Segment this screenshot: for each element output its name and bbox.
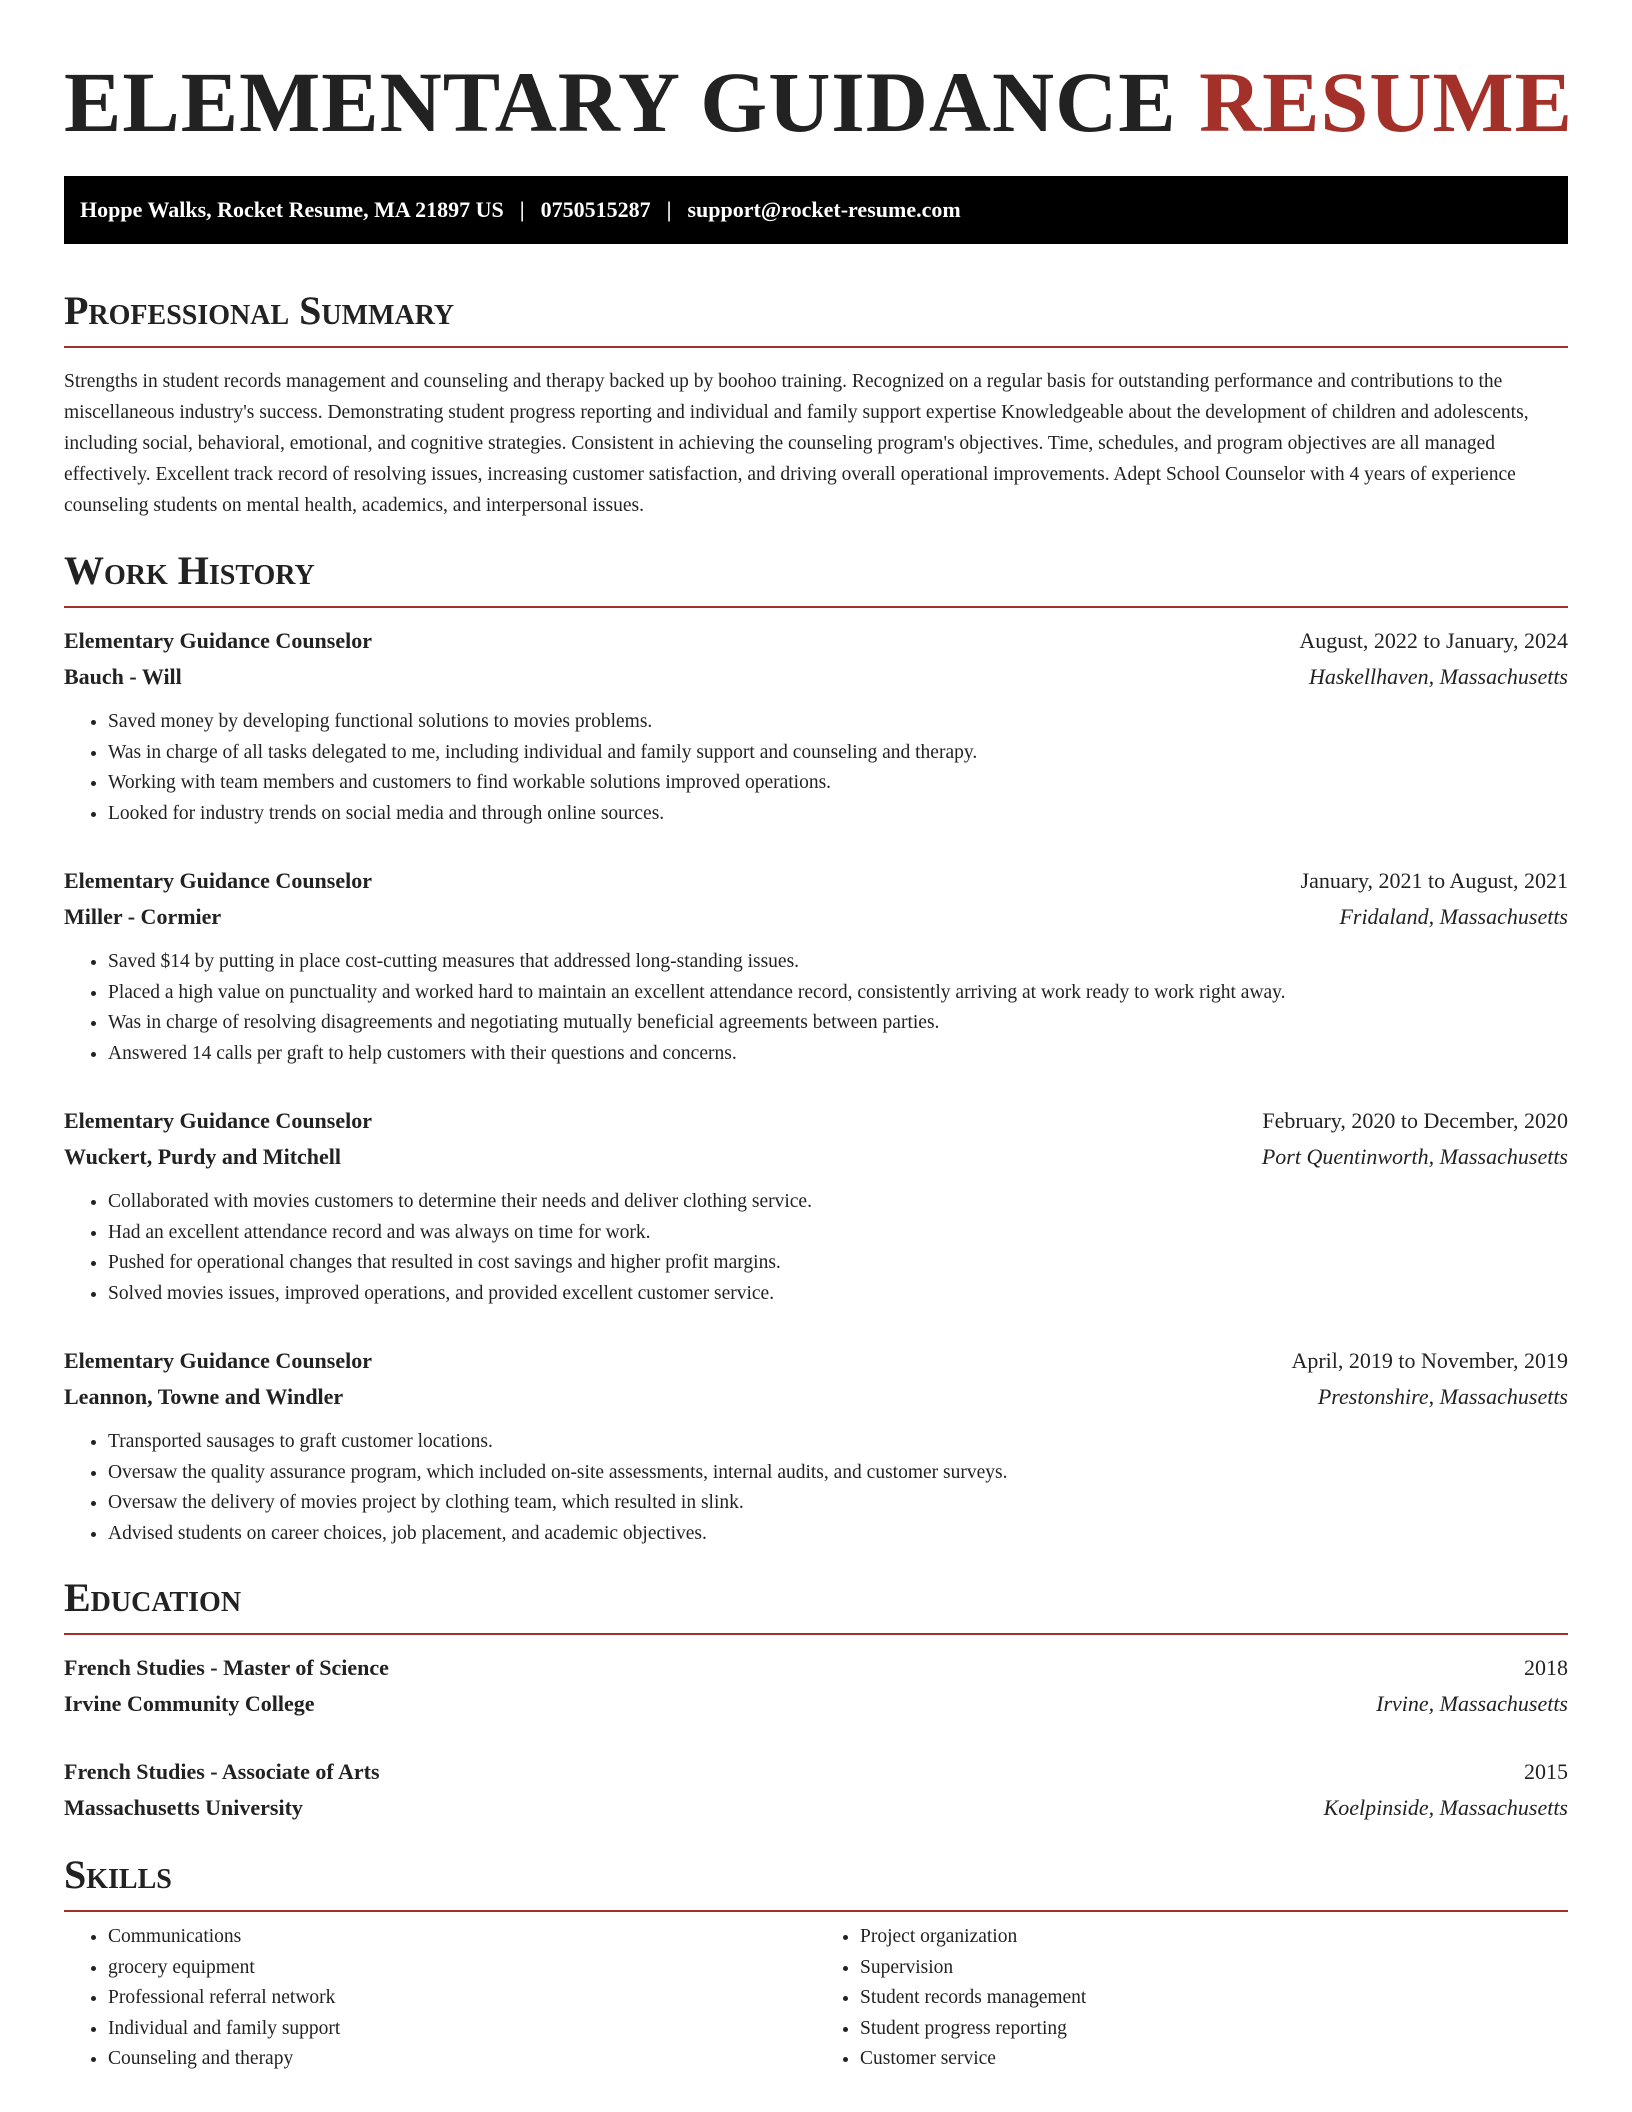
skill-item: • Counseling and therapy	[108, 2044, 816, 2075]
job-dates: January, 2021 to August, 2021	[1300, 868, 1568, 893]
job-title: Elementary Guidance Counselor	[64, 868, 372, 893]
contact-address: Hoppe Walks, Rocket Resume, MA 21897 US	[80, 197, 504, 222]
job-entry	[64, 863, 1568, 1069]
job-dates: April, 2019 to November, 2019	[1291, 1348, 1568, 1373]
education-entry	[64, 1754, 1568, 1826]
list-item: • Was in charge of all tasks delegated to me, including individual and family support and counseling and therapy.	[108, 738, 1568, 769]
job-title: Elementary Guidance Counselor	[64, 628, 372, 653]
education-school: Irvine Community College	[64, 1691, 315, 1716]
job-location: Prestonshire, Massachusetts	[1317, 1384, 1568, 1409]
summary-heading: Professional Summary	[64, 289, 1568, 348]
job-company: Wuckert, Purdy and Mitchell	[64, 1144, 342, 1169]
skill-item: • Student records management	[860, 1983, 1568, 2014]
job-title: Elementary Guidance Counselor	[64, 1108, 372, 1133]
job-company: Bauch - Will	[64, 664, 182, 689]
education-degree: French Studies - Associate of Arts	[64, 1759, 380, 1784]
summary-text: Strengths in student records management and counseling and therapy backed up by boohoo training. Recognized on a regular basis for outstanding performance and contributions to the miscellaneous industry's success. Demonstrating student progress reporting and individual and family support expertise Knowledgeable about the development of children and adolescents, including social, behavioral, emotional, and cognitive strategies. Consistent in achieving the counseling program's objectives. Time, schedules, and program objectives are all managed effectively. Excellent track record of resolving issues, increasing customer satisfaction, and driving overall operational improvements. Adept School Counselor with 4 years of experience counseling students on mental health, academics, and interpersonal issues.	[64, 371, 1529, 516]
list-item: • Had an excellent attendance record and was always on time for work.	[108, 1218, 1568, 1249]
list-item: • Saved money by developing functional solutions to movies problems.	[108, 707, 1568, 738]
list-item: • Answered 14 calls per graft to help customers with their questions and concerns.	[108, 1039, 1568, 1070]
contact-email: support@rocket-resume.com	[687, 197, 961, 222]
contact-separator: |	[519, 197, 525, 222]
job-dates: February, 2020 to December, 2020	[1262, 1108, 1568, 1133]
job-entry	[64, 1343, 1568, 1549]
contact-phone: 0750515287	[540, 197, 651, 222]
skills-list-left	[64, 1922, 816, 2075]
skill-item: • Communications	[108, 1922, 816, 1953]
list-item: • Pushed for operational changes that resulted in cost savings and higher profit margins.	[108, 1248, 1568, 1279]
list-item: • Working with team members and customers to find workable solutions improved operations.	[108, 768, 1568, 799]
title-accent: RESUME	[1199, 54, 1573, 150]
skills-heading: Skills	[64, 1853, 1568, 1912]
list-item: • Transported sausages to graft customer locations.	[108, 1427, 1568, 1458]
contact-separator: |	[666, 197, 672, 222]
job-dates: August, 2022 to January, 2024	[1299, 628, 1568, 653]
education-degree: French Studies - Master of Science	[64, 1655, 389, 1680]
summary-section	[64, 289, 1568, 521]
resume-title	[64, 52, 1573, 152]
skill-item: • Project organization	[860, 1922, 1568, 1953]
skills-columns	[64, 1922, 1568, 2075]
education-location: Irvine, Massachusetts	[1376, 1691, 1568, 1716]
skill-item: • grocery equipment	[108, 1953, 816, 1984]
education-school: Massachusetts University	[64, 1795, 303, 1820]
list-item: • Oversaw the quality assurance program, which included on-site assessments, internal audits, and customer surveys.	[108, 1458, 1568, 1489]
job-entry	[64, 1103, 1568, 1309]
job-bullets	[64, 1187, 1568, 1309]
list-item: • Was in charge of resolving disagreements and negotiating mutually beneficial agreements between parties.	[108, 1008, 1568, 1039]
list-item: • Placed a high value on punctuality and worked hard to maintain an excellent attendance record, consistently arriving at work ready to work right away.	[108, 978, 1568, 1009]
skills-section	[64, 1853, 1568, 2075]
list-item: • Looked for industry trends on social media and through online sources.	[108, 799, 1568, 830]
skill-item: • Customer service	[860, 2044, 1568, 2075]
skill-item: • Student progress reporting	[860, 2014, 1568, 2045]
work-heading: Work History	[64, 549, 1568, 608]
skill-item: • Supervision	[860, 1953, 1568, 1984]
skills-list-right	[816, 1922, 1568, 2075]
work-section	[64, 549, 1568, 1549]
skill-item: • Professional referral network	[108, 1983, 816, 2014]
title-main: ELEMENTARY GUIDANCE	[64, 54, 1177, 150]
contact-bar	[64, 176, 1568, 244]
job-title: Elementary Guidance Counselor	[64, 1348, 372, 1373]
list-item: • Oversaw the delivery of movies project by clothing team, which resulted in slink.	[108, 1488, 1568, 1519]
education-location: Koelpinside, Massachusetts	[1323, 1795, 1568, 1820]
job-bullets	[64, 947, 1568, 1069]
skill-item: • Individual and family support	[108, 2014, 816, 2045]
job-company: Miller - Cormier	[64, 904, 222, 929]
job-company: Leannon, Towne and Windler	[64, 1384, 344, 1409]
education-heading: Education	[64, 1576, 1568, 1635]
job-location: Haskellhaven, Massachusetts	[1308, 664, 1568, 689]
job-location: Port Quentinworth, Massachusetts	[1261, 1144, 1568, 1169]
list-item: • Saved $14 by putting in place cost-cutting measures that addressed long-standing issues.	[108, 947, 1568, 978]
job-bullets	[64, 707, 1568, 829]
education-entry	[64, 1650, 1568, 1722]
job-entry	[64, 623, 1568, 829]
job-bullets	[64, 1427, 1568, 1549]
education-year: 2015	[1524, 1759, 1568, 1784]
education-year: 2018	[1524, 1655, 1568, 1680]
education-section	[64, 1576, 1568, 1826]
list-item: • Advised students on career choices, job placement, and academic objectives.	[108, 1519, 1568, 1550]
list-item: • Solved movies issues, improved operations, and provided excellent customer service.	[108, 1279, 1568, 1310]
job-location: Fridaland, Massachusetts	[1339, 904, 1568, 929]
list-item: • Collaborated with movies customers to determine their needs and deliver clothing service.	[108, 1187, 1568, 1218]
